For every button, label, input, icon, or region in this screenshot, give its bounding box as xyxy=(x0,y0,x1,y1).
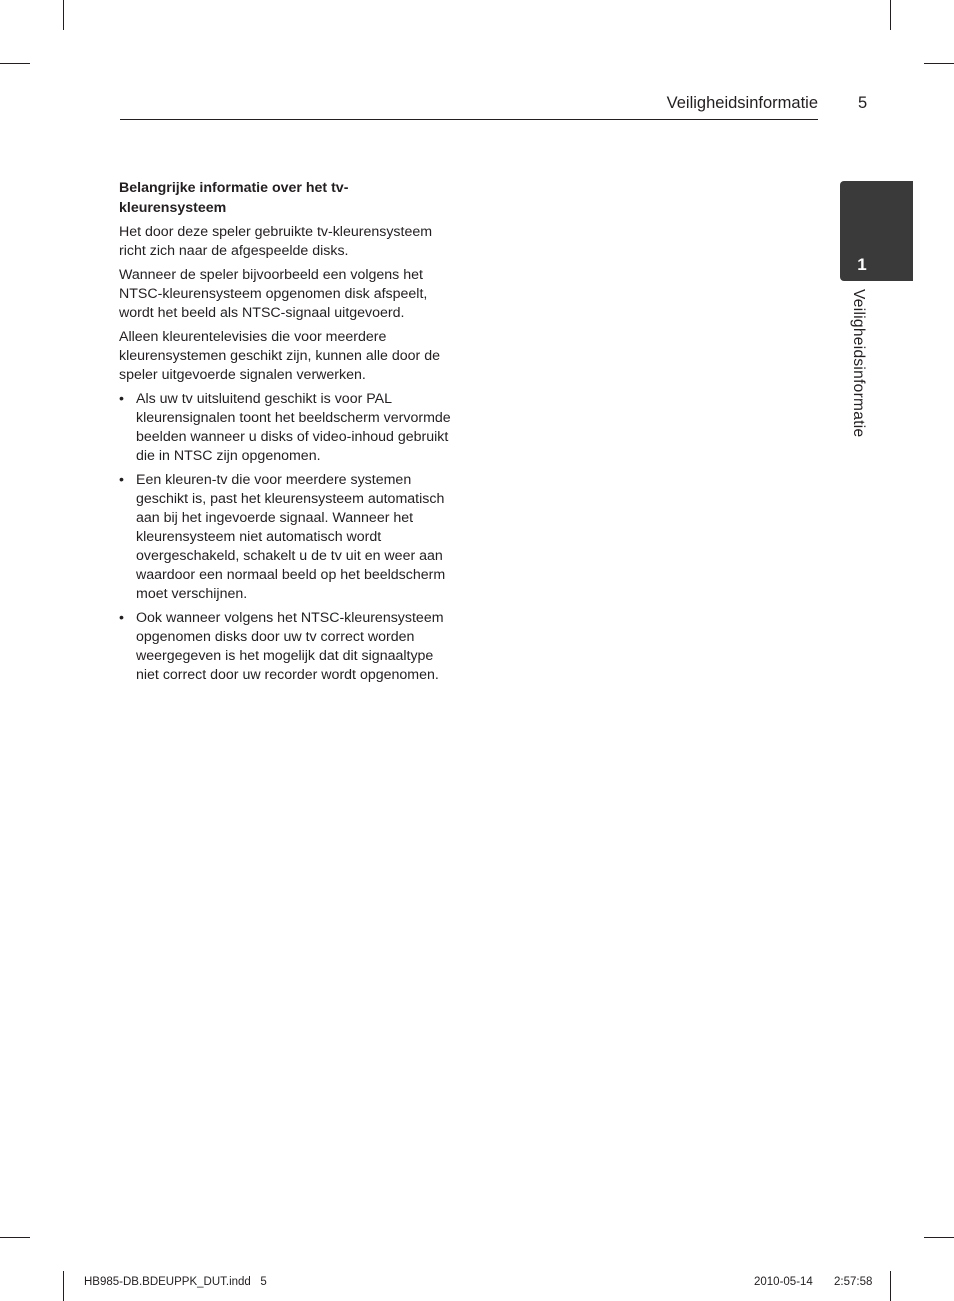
footer-file: HB985-DB.BDEUPPK_DUT.indd 5 xyxy=(84,1276,267,1288)
chapter-number: 1 xyxy=(857,255,867,274)
paragraph: Wanneer de speler bijvoorbeeld een volgens het NTSC-kleurensysteem opgenomen disk afspeelt, wordt het beeld als NTSC-signaal uitgevoerd. xyxy=(119,267,428,321)
crop-mark xyxy=(924,1237,954,1238)
crop-mark xyxy=(924,63,954,64)
header-divider xyxy=(120,119,818,120)
crop-mark xyxy=(0,63,30,64)
list-item xyxy=(119,471,454,604)
section-heading: Belangrijke informatie over het tv-kleurensysteem xyxy=(119,180,349,216)
crop-mark xyxy=(890,0,891,30)
main-content xyxy=(119,178,454,690)
list-item-text: Ook wanneer volgens het NTSC-kleurensysteem opgenomen disks door uw tv correct worden weergegeven is het mogelijk dat dit signaaltype niet correct door uw recorder wordt opgenomen. xyxy=(136,610,444,683)
page-number: 5 xyxy=(858,94,868,112)
list-item xyxy=(119,390,454,466)
chapter-label: Veiligheidsinformatie xyxy=(850,289,867,438)
bullet-icon: • xyxy=(119,391,124,407)
list-item xyxy=(119,609,454,685)
list-item-text: Als uw tv uitsluitend geschikt is voor PAL kleurensignalen toont het beeldscherm vervormde beelden wanneer u disks of video-inhoud gebruikt die in NTSC zijn opgenomen. xyxy=(136,391,451,464)
footer-time: 2:57:58 xyxy=(834,1276,873,1288)
crop-mark xyxy=(0,1237,30,1238)
bullet-icon: • xyxy=(119,472,124,488)
header-title: Veiligheidsinformatie xyxy=(666,94,818,112)
crop-mark xyxy=(890,1271,891,1301)
crop-mark xyxy=(63,1271,64,1301)
chapter-tab xyxy=(840,181,913,281)
paragraph: Het door deze speler gebruikte tv-kleurensysteem richt zich naar de afgespeelde disks. xyxy=(119,224,433,259)
crop-mark xyxy=(63,0,64,30)
paragraph: Alleen kleurentelevisies die voor meerdere kleurensystemen geschikt zijn, kunnen alle door de speler uitgevoerde signalen verwerken. xyxy=(119,329,440,383)
list-item-text: Een kleuren-tv die voor meerdere systemen geschikt is, past het kleurensysteem automatisch aan bij het ingevoerde signaal. Wanneer het kleurensysteem niet automatisch wordt overgeschakeld, schakelt u de tv uit en weer aan waardoor een normaal beeld op het beeldscherm moet verschijnen. xyxy=(136,472,446,602)
footer-date: 2010-05-14 xyxy=(754,1276,813,1288)
bullet-icon: • xyxy=(119,610,124,626)
bullet-list xyxy=(119,390,454,685)
